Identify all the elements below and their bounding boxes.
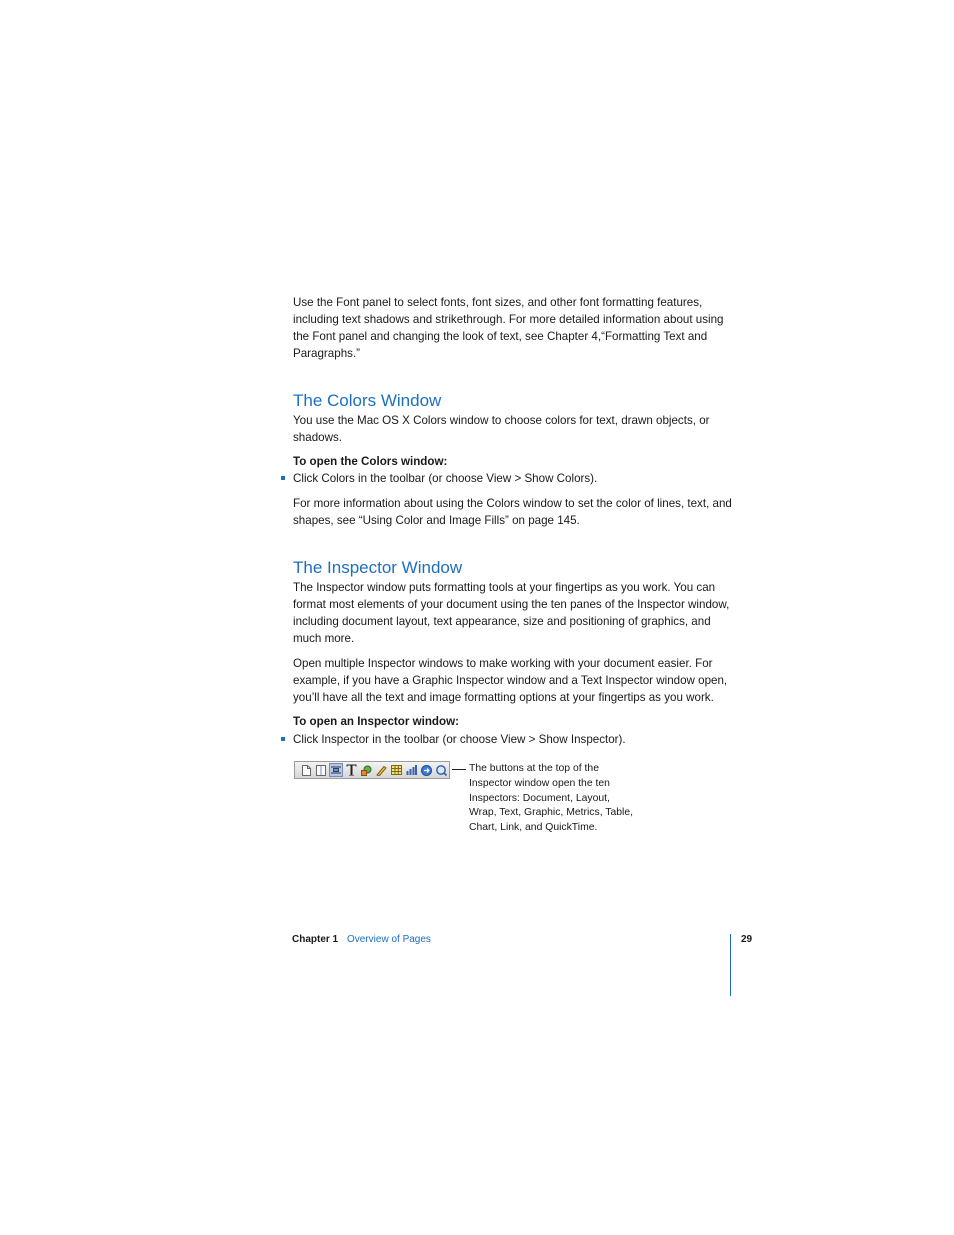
bullet-square-icon xyxy=(281,737,285,741)
wrap-icon xyxy=(329,763,343,777)
inspector-paragraph-1: The Inspector window puts formatting tools at your fingertips as you work. You can format most elements of your document using the ten panes of the Inspector window, including document layout, text appearance, size and positioning of graphics, and much more. xyxy=(293,581,730,645)
intro-paragraph: Use the Font panel to select fonts, font sizes, and other font formatting features, including text shadows and strikethrough. For more detailed information about using the Font panel and changing the look of text, see Chapter 4,“Formatting Text and Paragraphs.” xyxy=(293,296,724,360)
inspector-procedure-title: To open an Inspector window: xyxy=(293,715,459,728)
text-icon xyxy=(344,763,358,777)
footer-chapter-title: Overview of Pages xyxy=(347,934,431,945)
table-icon xyxy=(389,763,403,777)
inspector-window-heading: The Inspector Window xyxy=(293,558,463,577)
colors-paragraph: You use the Mac OS X Colors window to choose colors for text, drawn objects, or shadows. xyxy=(293,414,710,444)
document-page: Use the Font panel to select fonts, font sizes, and other font formatting features, including text shadows and strikethrough. For more detailed information about using the Font panel and changing the look of text, see Chapter 4,“Formatting Text and Paragraphs.” The Colors Window You use the Mac OS X Colors window to choose colors for text, drawn objects, or shadows. To open the Colors window: Click Colors in the toolbar (or choose View > Show Colors). For more information about using the Colors window to set the color of lines, text, and shapes, see “Using Color and Image Fills” on page 145. The Inspector Window The Inspector window puts formatting tools at your fingertips as you work. You can format most elements of your document using the ten panes of the Inspector window, including document layout, text appearance, size and positioning of graphics, and much more. Open multiple Inspector windows to make working with your document easier. For example, if you have a Graphic Inspector window and a Text Inspector window open, you’ll have all the text and image formatting options at your fingertips as you work. To open an Inspector window: Click Inspector in the toolbar (or choose View > Show Inspector). The buttons at the top of the Inspector window open the ten Inspectors: Document, Layout, Wrap, Text, Graphic, Metrics, Table, Chart, Link, and QuickTime. Chapter 1 Overview of Pages 29 xyxy=(0,0,954,1235)
page-number: 29 xyxy=(741,934,753,945)
link-icon xyxy=(419,763,433,777)
footer-divider xyxy=(730,934,731,996)
bullet-square-icon xyxy=(281,476,285,480)
caption-leader-line xyxy=(452,769,466,770)
layout-icon xyxy=(314,763,328,777)
inspector-toolbar-figure xyxy=(294,761,450,779)
colors-procedure-title: To open the Colors window: xyxy=(293,455,448,468)
document-icon xyxy=(299,763,313,777)
chart-icon xyxy=(404,763,418,777)
figure-caption: The buttons at the top of the Inspector window open the ten Inspectors: Document, Layout, Wrap, Text, Graphic, Metrics, Table, Chart, Link, and QuickTime. xyxy=(469,763,634,834)
metrics-icon xyxy=(374,763,388,777)
inspector-paragraph-2: Open multiple Inspector windows to make working with your document easier. For example, if you have a Graphic Inspector window and a Text Inspector window open, you’ll have all the text and image formatting options at your fingertips as you work. xyxy=(293,657,728,704)
colors-more-info: For more information about using the Colors window to set the color of lines, text, and shapes, see “Using Color and Image Fills” on page 145. xyxy=(293,497,732,527)
graphic-icon xyxy=(359,763,373,777)
colors-window-heading: The Colors Window xyxy=(293,391,442,410)
quicktime-icon xyxy=(434,763,448,777)
footer-chapter-label: Chapter 1 xyxy=(292,934,339,945)
